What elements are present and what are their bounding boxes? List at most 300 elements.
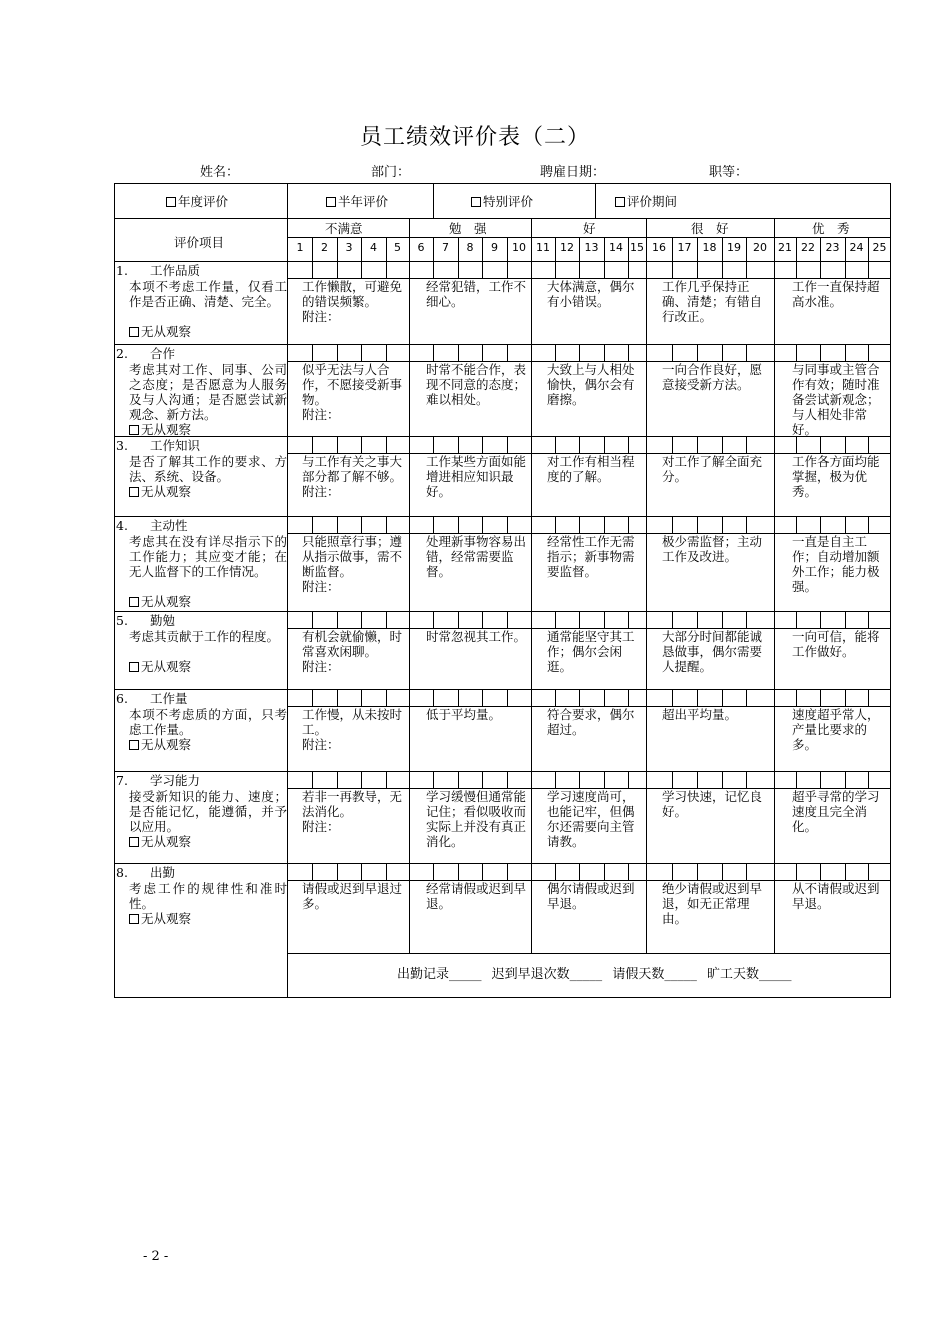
score-col-line — [507, 237, 508, 261]
score-col-line — [820, 771, 821, 788]
score-col-line — [672, 261, 673, 278]
score-col-line — [820, 863, 821, 880]
score-number: 19 — [727, 241, 741, 254]
score-col-line — [458, 237, 459, 261]
score-col-line — [337, 261, 338, 278]
level-description: 时常不能合作，表现不同意的态度；难以相处。 — [426, 362, 527, 407]
eval-item-desc: 考虑其对工作、同事、公司之态度；是否愿意为人服务及与人沟通；是否愿尝试新观念、新方法。 — [129, 362, 287, 422]
checkbox-icon[interactable] — [615, 197, 625, 207]
no-observation-option[interactable] — [129, 594, 191, 609]
level-description: 有机会就偷懒，时常喜欢闲聊。 — [302, 629, 403, 659]
eval-item-title — [116, 691, 288, 706]
score-col-line — [507, 344, 508, 361]
note-label: 附注： — [302, 407, 340, 422]
score-col-line — [796, 771, 797, 788]
score-number: 7 — [442, 241, 449, 254]
score-col-line — [361, 516, 362, 533]
annual-eval-option[interactable]: 年度评价 — [166, 194, 228, 209]
score-col-line — [579, 611, 580, 628]
score-col-line — [312, 237, 313, 261]
level-description: 工作各方面均能掌握，极为优秀。 — [792, 454, 880, 499]
score-col-line — [746, 344, 747, 361]
score-col-line — [746, 863, 747, 880]
score-number: 20 — [753, 241, 767, 254]
score-col-line — [579, 689, 580, 706]
level-description: 若非一再教导，无法消化。 — [302, 789, 403, 819]
item-number: 2. — [116, 346, 128, 361]
eval-item-desc: 接受新知识的能力、速度；是否能记忆，能遵循，并予以应用。 — [129, 789, 287, 834]
score-col-line — [604, 261, 605, 278]
score-col-line — [312, 611, 313, 628]
score-col-line — [361, 261, 362, 278]
eval-item-title — [116, 773, 288, 788]
level-description: 学习速度尚可，也能记牢，但偶尔还需要向主管请教。 — [547, 789, 635, 849]
score-col-line — [604, 516, 605, 533]
checkbox-icon[interactable] — [129, 662, 139, 672]
score-number: 11 — [536, 241, 550, 254]
score-col-line — [386, 863, 387, 880]
score-col-line — [628, 516, 629, 533]
score-col-line — [820, 516, 821, 533]
score-col-line — [507, 689, 508, 706]
score-col-line — [796, 516, 797, 533]
score-col-line — [845, 261, 846, 278]
score-col-line — [361, 344, 362, 361]
item-title: 学习能力 — [149, 773, 200, 788]
checkbox-icon[interactable] — [129, 327, 139, 337]
score-col-line — [555, 344, 556, 361]
eval-item-desc: 是否了解其工作的要求、方法、系统、设备。 — [129, 454, 287, 484]
score-col-line — [604, 863, 605, 880]
level-description: 与工作有关之事大部分都了解不够。 — [302, 454, 403, 484]
score-col-line — [433, 261, 434, 278]
score-col-line — [482, 436, 483, 453]
half-year-eval-option[interactable]: 半年评价 — [326, 194, 388, 209]
checkbox-icon[interactable] — [129, 425, 139, 435]
score-col-line — [361, 863, 362, 880]
level-description: 偶尔请假或迟到早退。 — [547, 881, 635, 911]
score-col-line — [555, 771, 556, 788]
score-col-line — [312, 436, 313, 453]
score-col-line — [746, 237, 747, 261]
level-description: 超出平均量。 — [662, 707, 738, 722]
score-col-line — [604, 436, 605, 453]
score-col-line — [868, 261, 869, 278]
level-description: 工作一直保持超高水准。 — [792, 279, 880, 309]
level-description: 对工作了解全面充分。 — [662, 454, 763, 484]
score-col-line — [386, 436, 387, 453]
score-col-line — [697, 261, 698, 278]
level-description: 似乎无法与人合作，不愿接受新事物。 — [302, 362, 403, 407]
score-col-line — [482, 863, 483, 880]
checkbox-icon[interactable] — [129, 740, 139, 750]
score-col-line — [555, 237, 556, 261]
score-col-line — [555, 436, 556, 453]
level-description: 低于平均量。 — [426, 707, 502, 722]
score-col-line — [386, 689, 387, 706]
score-number: 14 — [609, 241, 623, 254]
score-col-line — [361, 689, 362, 706]
score-col-line — [628, 436, 629, 453]
score-col-line — [361, 771, 362, 788]
score-col-line — [433, 237, 434, 261]
score-number: 4 — [370, 241, 377, 254]
score-col-line — [868, 689, 869, 706]
score-col-line — [482, 516, 483, 533]
score-col-line — [697, 771, 698, 788]
score-col-line — [672, 863, 673, 880]
leave-days: 请假天数_____ — [612, 967, 697, 982]
checkbox-icon[interactable] — [166, 197, 176, 207]
score-col-line — [868, 771, 869, 788]
page-number: - 2 - — [143, 1249, 169, 1264]
score-col-line — [579, 771, 580, 788]
note-label: 附注： — [302, 484, 340, 499]
score-col-line — [722, 261, 723, 278]
level-description: 符合要求，偶尔超过。 — [547, 707, 635, 737]
eval-item-header: 评价项目 — [174, 235, 225, 250]
score-col-line — [312, 516, 313, 533]
score-col-line — [458, 863, 459, 880]
score-number: 2 — [321, 241, 328, 254]
score-col-line — [722, 344, 723, 361]
level-description: 经常请假或迟到早退。 — [426, 881, 527, 911]
score-col-line — [845, 611, 846, 628]
no-observation-label: 无从观察 — [141, 834, 192, 849]
item-title: 工作量 — [149, 691, 188, 706]
no-observation-option[interactable] — [129, 659, 191, 674]
no-observation-label: 无从观察 — [141, 422, 192, 437]
score-col-line — [312, 344, 313, 361]
eval-item-title — [116, 865, 288, 880]
checkbox-icon[interactable] — [326, 197, 336, 207]
level-description: 大部分时间都能诚恳做事，偶尔需要人提醒。 — [662, 629, 763, 674]
score-col-line — [820, 344, 821, 361]
level-description: 经常犯错，工作不细心。 — [426, 279, 527, 309]
no-observation-label: 无从观察 — [141, 324, 192, 339]
score-col-line — [433, 344, 434, 361]
level-description: 通常能坚守其工作；偶尔会闲逛。 — [547, 629, 635, 674]
score-col-line — [361, 436, 362, 453]
score-col-line — [337, 344, 338, 361]
score-col-line — [482, 611, 483, 628]
score-col-line — [796, 344, 797, 361]
score-col-line — [672, 611, 673, 628]
score-col-line — [386, 771, 387, 788]
level-description: 绝少请假或迟到早退，如无正常理由。 — [662, 881, 763, 926]
score-col-line — [628, 261, 629, 278]
score-col-line — [672, 237, 673, 261]
no-observation-option[interactable] — [129, 324, 191, 339]
score-col-line — [604, 771, 605, 788]
checkbox-icon[interactable] — [129, 914, 139, 924]
no-observation-option[interactable] — [129, 834, 191, 849]
score-col-line — [507, 771, 508, 788]
score-col-line — [604, 237, 605, 261]
level-description: 极少需监督；主动工作及改进。 — [662, 534, 763, 564]
score-col-line — [796, 689, 797, 706]
score-col-line — [579, 344, 580, 361]
score-col-line — [628, 344, 629, 361]
score-col-line — [672, 344, 673, 361]
checkbox-icon[interactable] — [471, 197, 481, 207]
divider — [288, 237, 891, 238]
note-label: 附注： — [302, 579, 340, 594]
score-col-line — [628, 771, 629, 788]
score-col-line — [697, 863, 698, 880]
eval-item-desc: 考虑工作的规律性和准时性。 — [129, 881, 287, 911]
score-number: 22 — [801, 241, 815, 254]
score-col-line — [796, 436, 797, 453]
eval-item-desc: 本项不考虑工作量，仅看工作是否正确、清楚、完全。 — [129, 279, 287, 309]
score-col-line — [433, 436, 434, 453]
level-description: 学习缓慢但通常能记住；看似吸收而实际上并没有真正消化。 — [426, 789, 527, 849]
checkbox-icon[interactable] — [129, 487, 139, 497]
score-col-line — [672, 516, 673, 533]
score-col-line — [579, 863, 580, 880]
level-col-line — [646, 218, 647, 953]
level-description: 对工作有相当程度的了解。 — [547, 454, 635, 484]
score-col-line — [507, 436, 508, 453]
score-col-line — [482, 237, 483, 261]
eval-period-option[interactable]: 评价期间 — [615, 194, 677, 209]
divider — [595, 183, 596, 218]
score-number: 8 — [466, 241, 474, 254]
level-description: 处理新事物容易出错，经常需要监督。 — [426, 534, 527, 579]
score-col-line — [312, 689, 313, 706]
level-description: 请假或迟到早退过多。 — [302, 881, 403, 911]
special-eval-option[interactable]: 特别评价 — [471, 194, 533, 209]
score-col-line — [458, 771, 459, 788]
level-description: 一向可信，能将工作做好。 — [792, 629, 880, 659]
score-col-line — [458, 344, 459, 361]
no-observation-label: 无从观察 — [141, 911, 192, 926]
score-col-line — [722, 516, 723, 533]
eval-item-title — [116, 438, 288, 453]
score-col-line — [555, 689, 556, 706]
score-col-line — [868, 516, 869, 533]
level-very-good: 很 好 — [691, 221, 729, 236]
item-title: 工作品质 — [149, 263, 200, 278]
eval-item-title — [116, 613, 288, 628]
score-col-line — [697, 237, 698, 261]
score-col-line — [722, 611, 723, 628]
score-number: 21 — [778, 241, 792, 254]
score-col-line — [697, 689, 698, 706]
item-number: 5. — [116, 613, 128, 628]
level-description: 超乎寻常的学习速度且完全消化。 — [792, 789, 880, 834]
score-col-line — [458, 611, 459, 628]
score-number: 9 — [491, 241, 498, 254]
no-observation-option[interactable] — [129, 911, 191, 926]
no-observation-option[interactable] — [129, 737, 191, 752]
score-col-line — [579, 261, 580, 278]
level-col-line — [774, 218, 775, 953]
score-number: 15 — [630, 241, 644, 254]
level-description: 速度超乎常人，产量比要求的多。 — [792, 707, 880, 752]
score-col-line — [746, 516, 747, 533]
score-col-line — [555, 261, 556, 278]
score-col-line — [796, 863, 797, 880]
score-number: 12 — [560, 241, 574, 254]
eval-item-title — [116, 263, 288, 278]
level-fair: 勉 强 — [449, 221, 487, 236]
score-col-line — [722, 237, 723, 261]
score-col-line — [845, 344, 846, 361]
item-number: 8. — [116, 865, 128, 880]
item-number: 6. — [116, 691, 128, 706]
name-label: 姓名： — [200, 165, 240, 180]
level-description: 大体满意，偶尔有小错误。 — [547, 279, 635, 309]
score-col-line — [604, 611, 605, 628]
score-col-line — [337, 436, 338, 453]
item-title: 合作 — [149, 346, 175, 361]
score-col-line — [555, 611, 556, 628]
score-col-line — [628, 611, 629, 628]
absent-days: 旷工天数_____ — [706, 967, 792, 982]
score-col-line — [796, 261, 797, 278]
note-label: 附注： — [302, 309, 340, 324]
divider — [288, 953, 891, 954]
score-col-line — [337, 863, 338, 880]
level-unsatisfactory: 不满意 — [325, 221, 363, 236]
score-col-line — [868, 611, 869, 628]
score-number: 3 — [345, 241, 353, 254]
item-title: 勤勉 — [149, 613, 175, 628]
score-col-line — [722, 436, 723, 453]
score-col-line — [868, 436, 869, 453]
score-col-line — [361, 237, 362, 261]
note-label: 附注： — [302, 659, 340, 674]
score-col-line — [746, 771, 747, 788]
score-number: 23 — [825, 241, 840, 254]
dept-label: 部门： — [371, 165, 411, 180]
score-col-line — [433, 771, 434, 788]
score-col-line — [579, 237, 580, 261]
score-col-line — [337, 237, 338, 261]
level-description: 工作懒散，可避免的错误频繁。 — [302, 279, 403, 309]
score-col-line — [746, 611, 747, 628]
score-col-line — [820, 436, 821, 453]
page-title: 员工绩效评价表（二） — [359, 125, 590, 150]
score-col-line — [845, 436, 846, 453]
level-description: 从不请假或迟到早退。 — [792, 881, 880, 911]
score-col-line — [868, 863, 869, 880]
score-col-line — [820, 237, 821, 261]
score-col-line — [579, 516, 580, 533]
level-description: 时常忽视其工作。 — [426, 629, 527, 644]
score-col-line — [386, 516, 387, 533]
score-col-line — [868, 237, 869, 261]
score-col-line — [555, 863, 556, 880]
item-title: 出勤 — [149, 865, 175, 880]
score-col-line — [386, 344, 387, 361]
score-col-line — [337, 689, 338, 706]
score-col-line — [746, 436, 747, 453]
score-col-line — [845, 771, 846, 788]
score-col-line — [604, 689, 605, 706]
score-col-line — [796, 237, 797, 261]
note-label: 附注： — [302, 819, 340, 834]
level-col-line — [409, 218, 410, 953]
checkbox-icon[interactable] — [129, 837, 139, 847]
level-description: 一向合作良好，愿意接受新方法。 — [662, 362, 763, 392]
no-observation-option[interactable] — [129, 484, 191, 499]
score-col-line — [722, 689, 723, 706]
no-observation-label: 无从观察 — [141, 659, 192, 674]
score-number: 24 — [849, 241, 864, 254]
no-observation-label: 无从观察 — [141, 484, 192, 499]
score-col-line — [628, 689, 629, 706]
score-col-line — [312, 863, 313, 880]
level-description: 一直是自主工作；自动增加额外工作；能力极强。 — [792, 534, 880, 594]
score-col-line — [746, 261, 747, 278]
score-col-line — [433, 689, 434, 706]
level-description: 与同事或主管合作有效；随时准备尝试新观念；与人相处非常好。 — [792, 362, 880, 437]
level-description: 大致上与人相处愉快，偶尔会有磨擦。 — [547, 362, 635, 407]
no-observation-label: 无从观察 — [141, 594, 192, 609]
score-col-line — [746, 689, 747, 706]
score-col-line — [868, 344, 869, 361]
attendance-record: 出勤记录_____ — [397, 967, 482, 982]
score-col-line — [386, 611, 387, 628]
score-col-line — [458, 516, 459, 533]
score-col-line — [507, 261, 508, 278]
eval-item-desc: 考虑其在没有详尽指示下的工作能力；其应变才能；在无人监督下的工作情况。 — [129, 534, 287, 579]
score-col-line — [482, 261, 483, 278]
score-col-line — [458, 261, 459, 278]
level-description: 工作慢，从未按时工。 — [302, 707, 403, 737]
level-description: 工作几乎保持正确、清楚；有错自行改正。 — [662, 279, 763, 324]
score-col-line — [845, 863, 846, 880]
score-col-line — [482, 689, 483, 706]
score-number: 13 — [584, 241, 599, 254]
score-col-line — [820, 611, 821, 628]
score-col-line — [507, 516, 508, 533]
checkbox-icon[interactable] — [129, 597, 139, 607]
score-col-line — [555, 516, 556, 533]
score-col-line — [697, 611, 698, 628]
score-col-line — [697, 344, 698, 361]
score-col-line — [845, 237, 846, 261]
level-description: 经常性工作无需指示；新事物需要监督。 — [547, 534, 635, 579]
score-number: 18 — [702, 241, 717, 254]
no-observation-option[interactable] — [129, 422, 191, 437]
score-col-line — [722, 863, 723, 880]
score-col-line — [507, 611, 508, 628]
score-col-line — [604, 344, 605, 361]
item-number: 1. — [116, 263, 128, 278]
attendance-summary — [397, 967, 791, 982]
level-description: 学习快速，记忆良好。 — [662, 789, 763, 819]
score-col-line — [312, 771, 313, 788]
eval-item-title — [116, 518, 288, 533]
score-col-line — [386, 237, 387, 261]
score-col-line — [433, 516, 434, 533]
score-col-line — [820, 261, 821, 278]
item-title: 主动性 — [149, 518, 188, 533]
score-col-line — [579, 436, 580, 453]
score-col-line — [697, 436, 698, 453]
score-number: 16 — [652, 241, 666, 254]
score-number: 5 — [394, 241, 401, 254]
score-number: 17 — [677, 241, 692, 254]
level-good: 好 — [583, 221, 596, 236]
score-col-line — [628, 237, 629, 261]
score-col-line — [337, 771, 338, 788]
no-observation-label: 无从观察 — [141, 737, 192, 752]
eval-item-title — [116, 346, 288, 361]
